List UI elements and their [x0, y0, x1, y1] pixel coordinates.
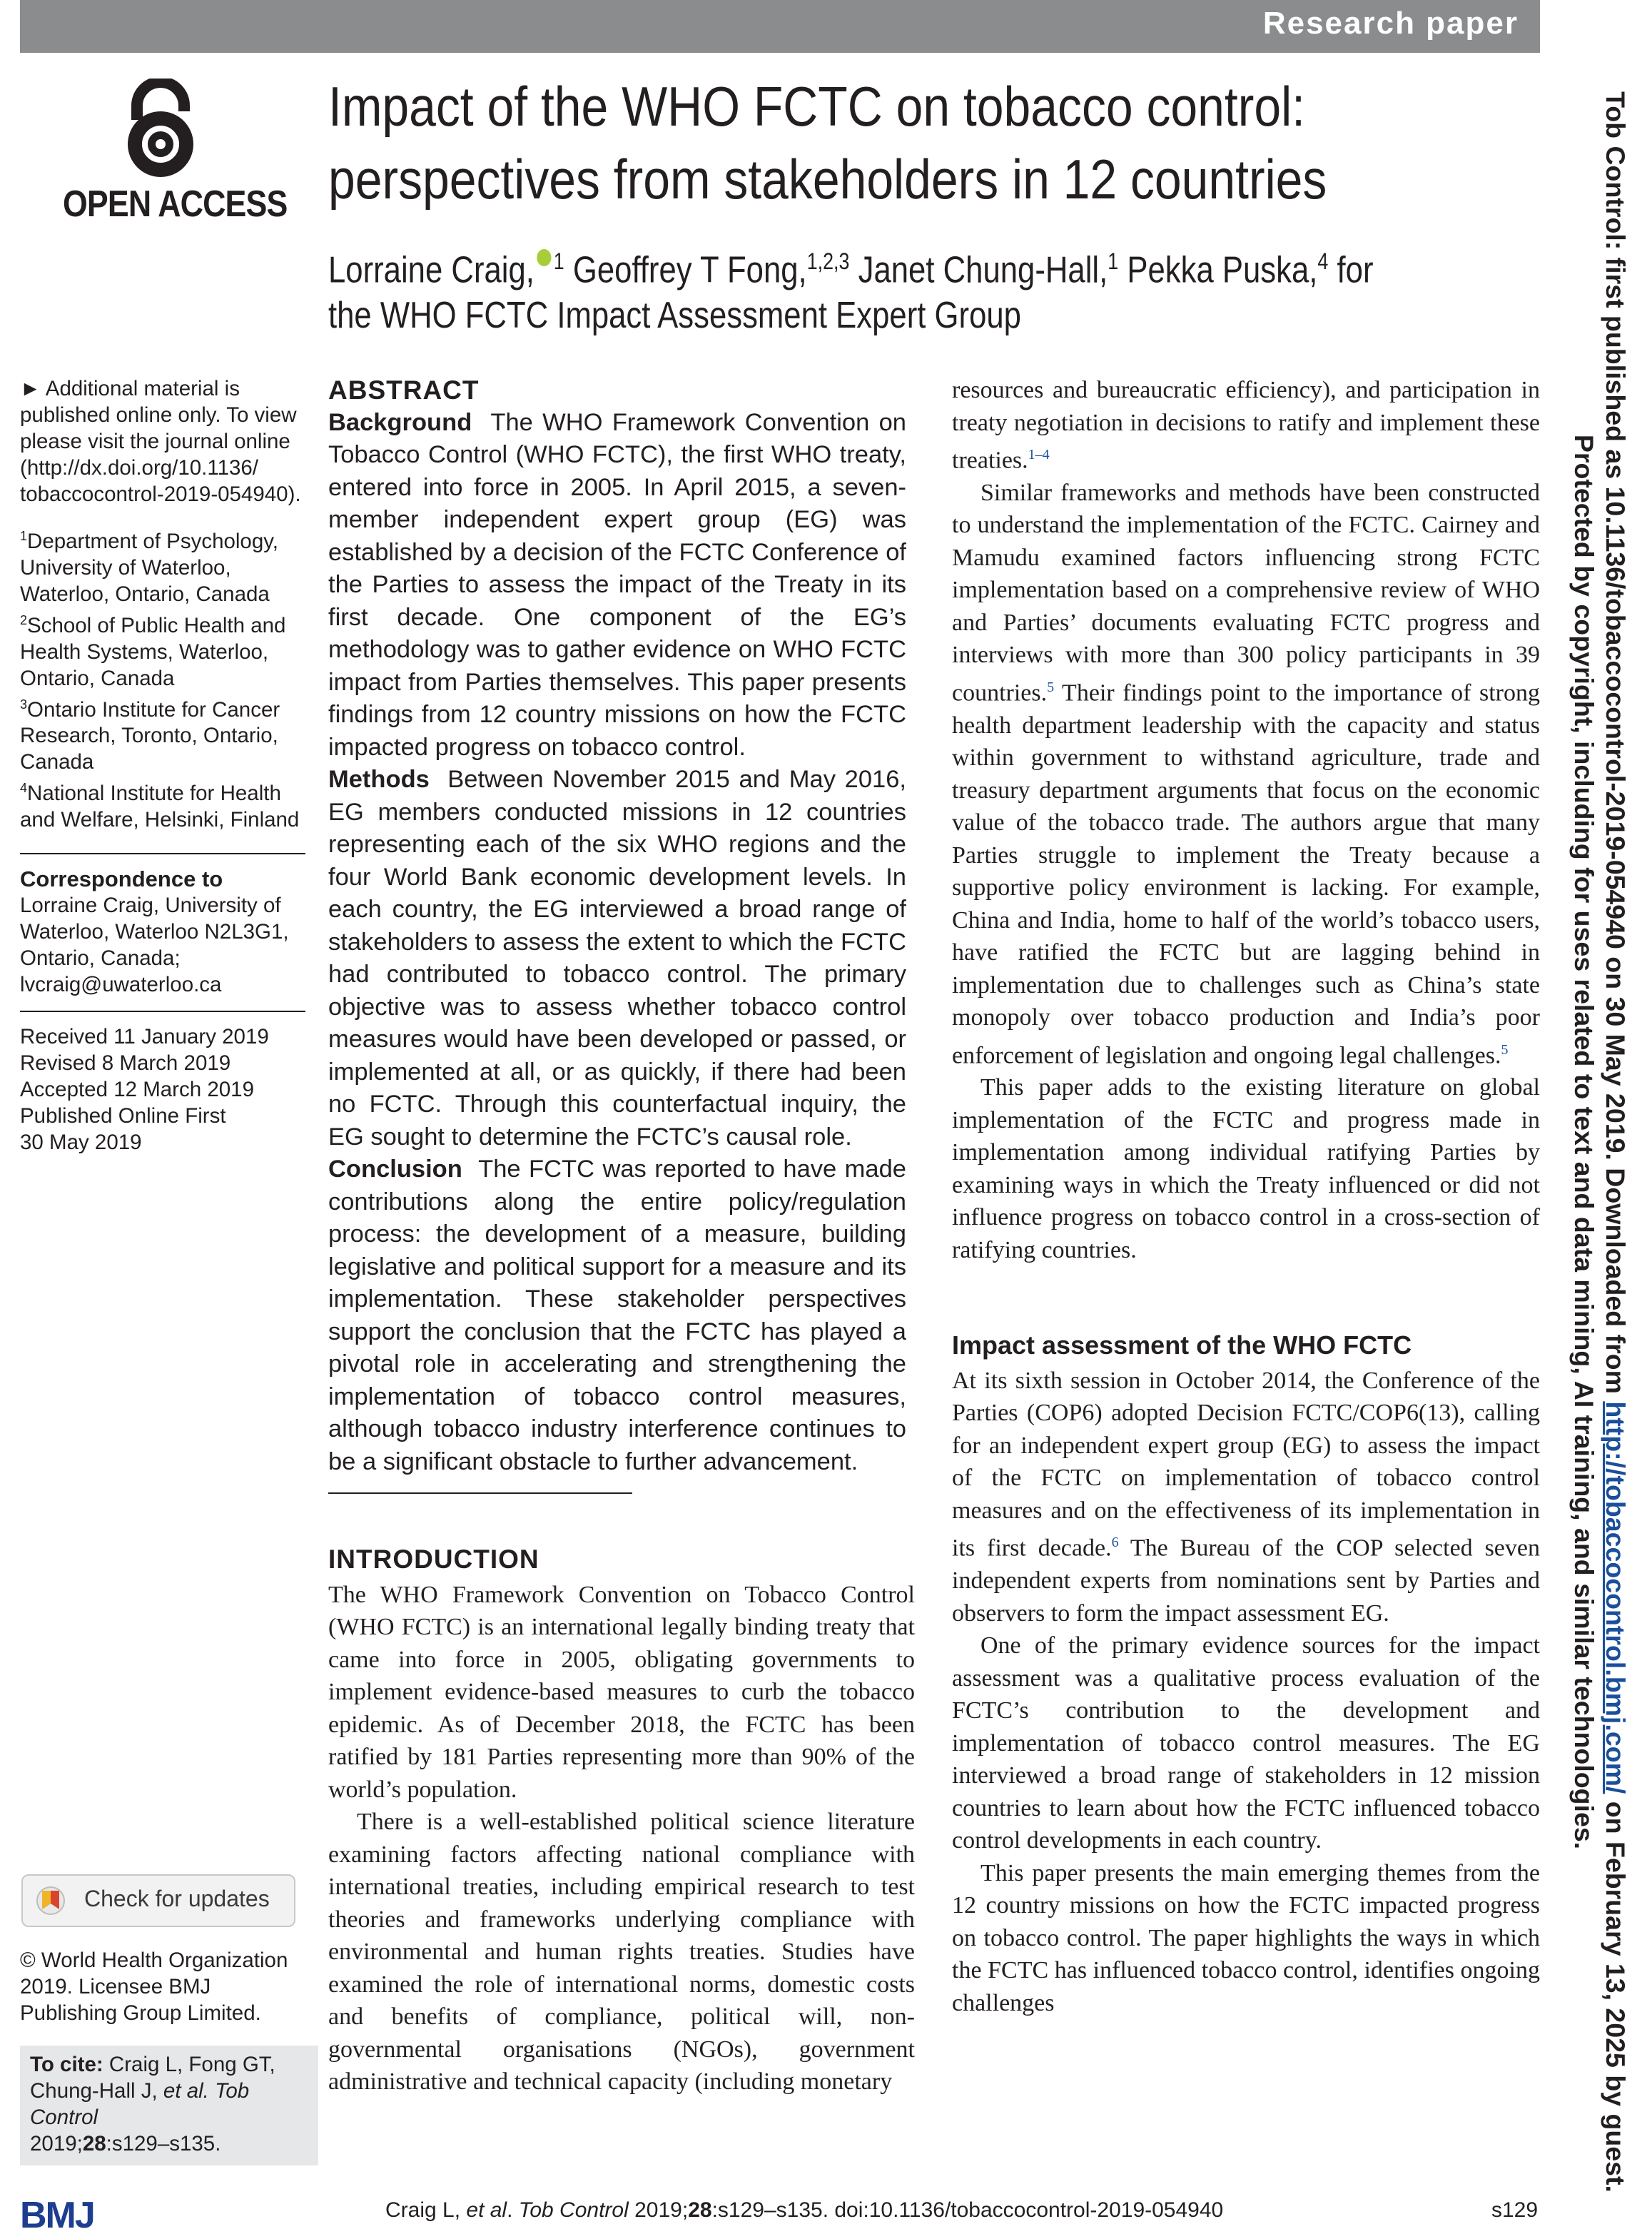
section-heading: Impact assessment of the WHO FCTC: [952, 1330, 1412, 1360]
abstract-heading: ABSTRACT: [328, 375, 480, 405]
bmj-logo: BMJ: [20, 2195, 94, 2236]
correspondence-address: Lorraine Craig, University of Waterloo, Waterloo N2L3G1, Ontario, Canada;: [20, 894, 289, 971]
author-name[interactable]: Pekka Puska,: [1127, 249, 1318, 291]
date-received: Received 11 January 2019: [20, 1025, 269, 1049]
abstract: [328, 374, 906, 1494]
check-for-updates-button[interactable]: [21, 1874, 295, 1927]
open-access-label: OPEN ACCESS: [63, 183, 288, 225]
author-affil-sup: 1,2,3: [806, 248, 850, 274]
cite-etal: et al.: [163, 2079, 209, 2103]
footer-citation: Craig L, et al. Tob Control 2019;28:s129–s135. doi:10.1136/tobaccocontrol-2019-054940: [385, 2198, 1224, 2222]
date-revised: Revised 8 March 2019: [20, 1051, 231, 1076]
sidebar: [20, 375, 320, 1156]
page-number: s129: [1491, 2198, 1539, 2222]
right-column: [952, 374, 1540, 2019]
affiliation-item: $^4$National Institute for Health and Welfare, Helsinki, Finland: [20, 781, 300, 832]
author-name[interactable]: Janet Chung-Hall,: [858, 249, 1108, 291]
cite-label: To cite:: [30, 2053, 103, 2076]
cite-journal: Tob Control: [30, 2079, 250, 2129]
additional-material-note: ► Additional material is published online only. To view please visit the journal online (http://dx.doi.org/10.1136/ tobaccocontrol-2019-054940).: [20, 377, 301, 506]
header-bar: [20, 0, 1540, 53]
body-paragraph: At its sixth session in October 2014, the Conference of the Parties (COP6) adopted Decision FCTC/COP6(13), calling for an independent expert group (EG) to assess the impact of the FCTC on implementation of tobacco control measures and on the effectiveness of its implementation in its first decade.$^6$ The Bureau of the COP selected seven independent experts from nominations sent by Parties and observers to form the impact assessment EG.: [952, 1367, 1540, 1627]
affiliation-item: $^1$Department of Psychology, University of Waterloo, Waterloo, Ontario, Canada: [20, 529, 278, 606]
body-paragraph: resources and bureaucratic efficiency), and participation in treaty negotiation in decisions to ratify and implement these treaties.$^{1-4}$: [952, 377, 1540, 474]
abstract-end-rule: [328, 1492, 632, 1494]
cite-pages: :s129–s135.: [106, 2132, 221, 2155]
abstract-background: Background The WHO Framework Convention on Tobacco Control (WHO FCTC), the first WHO treaty, entered into force in 2005. In April 2015, a seven-member independent expert group (EG) was established by a decision of the FCTC Conference of the Parties to assess the impact of the Treaty in its first decade. One component of the EG’s methodology was to gather evidence on WHO FCTC impact from Parties themselves. This paper presents findings from 12 country missions on how the FCTC impacted progress on tobacco control.: [328, 408, 906, 761]
cite-box: [20, 2046, 318, 2165]
citation-ref[interactable]: 6: [1111, 1535, 1119, 1551]
date-accepted: Accepted 12 March 2019: [20, 1078, 254, 1102]
author-affil-sup: 4: [1317, 248, 1329, 274]
citation-ref[interactable]: 1–4: [1028, 447, 1050, 463]
cite-volume: 28: [82, 2132, 106, 2155]
open-access-lock-icon: [114, 79, 207, 178]
article-dates: [20, 1024, 320, 1156]
cite-year: 2019;: [30, 2132, 83, 2155]
orcid-icon[interactable]: [537, 249, 551, 266]
affiliation-item: $^3$Ontario Institute for Cancer Research, Toronto, Ontario, Canada: [20, 697, 280, 774]
abstract-methods: Methods Between November 2015 and May 2016, EG members conducted missions in 12 countries representing each of the six WHO regions and the four World Bank economic development levels. In each country, the EG interviewed a broad range of stakeholders to assess the extent to which the FCTC had contributed to tobacco control. The primary objective was to assess whether tobacco control measures would have been developed or passed, or implemented at all, or as quickly, if there had been no FCTC. Through this counterfactual inquiry, the EG sought to determine the FCTC’s causal role.: [328, 766, 907, 1151]
affiliation-item: $^2$School of Public Health and Health Systems, Waterloo, Ontario, Canada: [20, 612, 286, 690]
copyright-notice: © World Health Organization 2019. Licensee BMJ Publishing Group Limited.: [20, 1949, 288, 2025]
citation-ref[interactable]: 5: [1501, 1041, 1509, 1058]
date-published-label: Published Online First: [20, 1104, 226, 1128]
author-group: for the WHO FCTC Impact Assessment Expert Group: [328, 249, 1374, 337]
date-published: 30 May 2019: [20, 1131, 142, 1155]
author-list: [328, 238, 1395, 338]
article-title: [328, 70, 1384, 216]
correspondence-heading: Correspondence to: [20, 866, 223, 892]
body-paragraph: This paper adds to the existing literature on global implementation of the FCTC and progress made in implementation among individual ratifying Parties by examining ways in which the Treaty influenced or did not influence progress on tobacco control in a cross-section of ratifying countries.: [952, 1074, 1540, 1263]
abstract-conclusion: Conclusion The FCTC was reported to have made contributions along the entire policy/regulation process: the development of a measure, building legislative and political support for a measure and its implementation. These stakeholder perspectives support the conclusion that the FCTC has played a pivotal role in accelerating and strengthening the implementation of tobacco control measures, although tobacco industry interference continues to be a significant obstacle to further advancement.: [328, 1156, 906, 1475]
author-affil-sup: 1: [1108, 248, 1119, 274]
body-paragraph: Similar frameworks and methods have been constructed to understand the implementation of the FCTC. Cairney and Mamudu examined factors influencing strong FCTC implementation based on a comprehensive review of WHO and Parties’ documents evaluating FCTC progress and interviews with more than 300 policy participants in 39 countries.$^5$ Their findings point to the importance of strong health department leadership with the capacity and status within government to withstand agriculture, trade and treasury department arguments that focus on the economic value of the tobacco trade. The authors argue that many Parties struggle to implement the Treaty because a supportive policy environment is lacking. For example, China and India, home to half of the world’s tobacco users, have ratified the FCTC but are lagging behind in implementation due to challenges such as China’s state monopoly over tobacco production and India’s poor enforcement of legislation and ongoing legal challenges.$^5$: [952, 479, 1540, 1068]
author-affil-sup: 1: [553, 248, 564, 274]
author-name[interactable]: Geoffrey T Fong,: [572, 249, 807, 291]
check-for-updates-label: Check for updates: [84, 1886, 270, 1911]
introduction-heading: INTRODUCTION: [328, 1545, 539, 1574]
correspondence-email[interactable]: lvcraig@uwaterloo.ca: [20, 973, 222, 997]
introduction-section: [328, 1543, 915, 2098]
title-line-1: Impact of the WHO FCTC on tobacco control:: [328, 75, 1305, 138]
author-name[interactable]: Lorraine Craig,: [328, 249, 534, 291]
divider: [20, 853, 305, 854]
body-paragraph: One of the primary evidence sources for the impact assessment was a qualitative process evaluation of the FCTC’s contribution to the development and implementation of tobacco control measures. The EG interviewed a broad range of stakeholders in 12 mission countries to learn about how the FCTC influenced tobacco control developments in each country.: [952, 1632, 1540, 1854]
divider: [20, 1011, 305, 1012]
journal-link[interactable]: http://tobaccocontrol.bmj.com/: [1601, 1401, 1631, 1794]
citation-ref[interactable]: 5: [1047, 679, 1055, 695]
article-type-label: Research paper: [1262, 6, 1519, 41]
vertical-line-2: Protected by copyright, including for uses related to text and data mining, AI training, and similar technologies.: [1569, 434, 1599, 1850]
vertical-line-1: Tob Control: first published as 10.1136/tobaccocontrol-2019-054940 on 30 May 2019. Downloaded from http://tobaccocontrol.bmj.com/ on February 13, 2025 by guest.: [1601, 91, 1631, 2193]
vertical-download-notice: [1560, 64, 1631, 2220]
body-paragraph: The WHO Framework Convention on Tobacco Control (WHO FCTC) is an international legally binding treaty that came into force in 2005, obligating governments to implement evidence-based measures to curb the tobacco epidemic. As of December 2018, the FCTC has been ratified by 181 Parties representing more than 90% of the world’s population.: [328, 1581, 915, 1803]
cite-authors: Craig L, Fong GT, Chung-Hall J,: [30, 2053, 275, 2103]
body-paragraph: This paper presents the main emerging themes from the 12 country missions on how the FCTC impacted progress on tobacco control. The paper highlights the ways in which the FCTC has influenced tobacco control, identifies ongoing challenges: [952, 1859, 1540, 2016]
crossmark-icon: [36, 1886, 66, 1916]
title-line-2: perspectives from stakeholders in 12 countries: [328, 148, 1327, 211]
body-paragraph: There is a well-established political science literature examining factors affecting national compliance with international treaties, including empirical research to test theories and frameworks underlying compliance with environmental and human rights treaties. Studies have examined the role of international norms, domestic costs and benefits of compliance, political will, non-governmental organisations (NGOs), government administrative and technical capacity (including monetary: [328, 1809, 915, 2095]
